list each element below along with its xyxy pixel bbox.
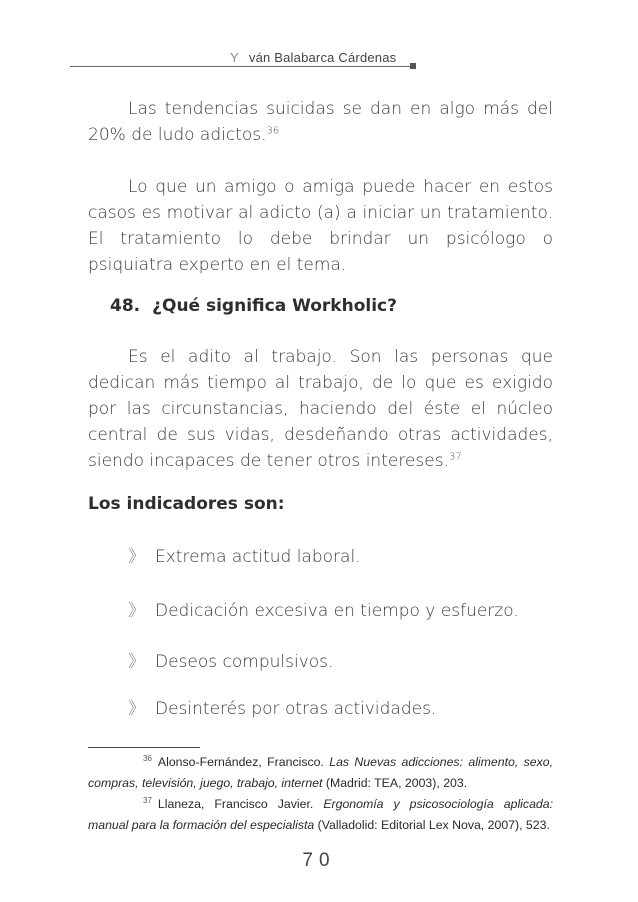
header-square-ornament: [410, 63, 416, 69]
paragraph-2-text: Lo que un amigo o amiga puede hacer en estos casos es motivar al adicto (a) a iniciar un tratamiento. El tratamiento lo debe brindar un psicólogo o psiquiatra experto en el tema.: [88, 177, 553, 275]
paragraph-3-text: Es el adito al trabajo. Son las personas que dedican más tiempo al trabajo, de lo que es exigido por las circunstancias, haciendo del éste el núcleo central de sus vidas, desdeñando otras actividades, siendo incapaces de tener otros intereses.: [88, 347, 553, 471]
list-item-text: Extrema actitud laboral.: [155, 547, 361, 567]
double-chevron-icon: 》: [128, 547, 145, 567]
paragraph-2: [88, 174, 553, 278]
list-item-text: Dedicación excesiva en tiempo y esfuerzo.: [155, 601, 519, 621]
list-item: [128, 542, 361, 567]
header-mark: Y: [230, 50, 239, 65]
header-rule: [70, 66, 410, 67]
footnotes: [88, 752, 553, 836]
list-item: [128, 694, 436, 719]
footnote-rule: [88, 747, 200, 748]
section-heading: [110, 296, 397, 316]
footnote-37: [88, 794, 553, 836]
footnote-author: Llaneza, Francisco Javier.: [157, 797, 314, 811]
footnote-ref-36[interactable]: 36: [266, 125, 280, 137]
indicators-subheading: Los indicadores son:: [88, 494, 285, 514]
footnote-number: 36: [143, 753, 152, 763]
footnote-number: 37: [143, 795, 152, 805]
list-item-text: Desinterés por otras actividades.: [155, 699, 437, 719]
section-title: ¿Qué significa Workholic?: [152, 296, 397, 316]
paragraph-1-text: Las tendencias suicidas se dan en algo más del 20% de ludo adictos.: [88, 99, 553, 145]
double-chevron-icon: 》: [128, 601, 145, 621]
section-number: 48.: [110, 296, 141, 316]
running-header: [230, 50, 396, 65]
double-chevron-icon: 》: [128, 699, 145, 719]
footnote-author: Alonso-Fernández, Francisco.: [157, 755, 324, 769]
header-author: ván Balabarca Cárdenas: [248, 50, 397, 65]
list-item: [128, 596, 519, 621]
double-chevron-icon: 》: [128, 652, 145, 672]
footnote-publication: (Valladolid: Editorial Lex Nova, 2007), 523.: [317, 818, 550, 832]
footnote-title: Ergonomía y psicosociología aplicada: manual para la formación del especialista: [88, 797, 554, 832]
paragraph-1: [88, 96, 553, 148]
footnote-ref-37[interactable]: 37: [448, 451, 462, 463]
footnote-title: Las Nuevas adicciones: alimento, sexo, compras, televisión, juego, trabajo, internet: [88, 755, 553, 790]
page-number: 70: [302, 850, 336, 871]
footnote-36: [88, 752, 553, 794]
list-item-text: Deseos compulsivos.: [155, 652, 334, 672]
paragraph-3: [88, 344, 553, 474]
list-item: [128, 647, 333, 672]
footnote-publication: (Madrid: TEA, 2003), 203.: [325, 776, 468, 790]
